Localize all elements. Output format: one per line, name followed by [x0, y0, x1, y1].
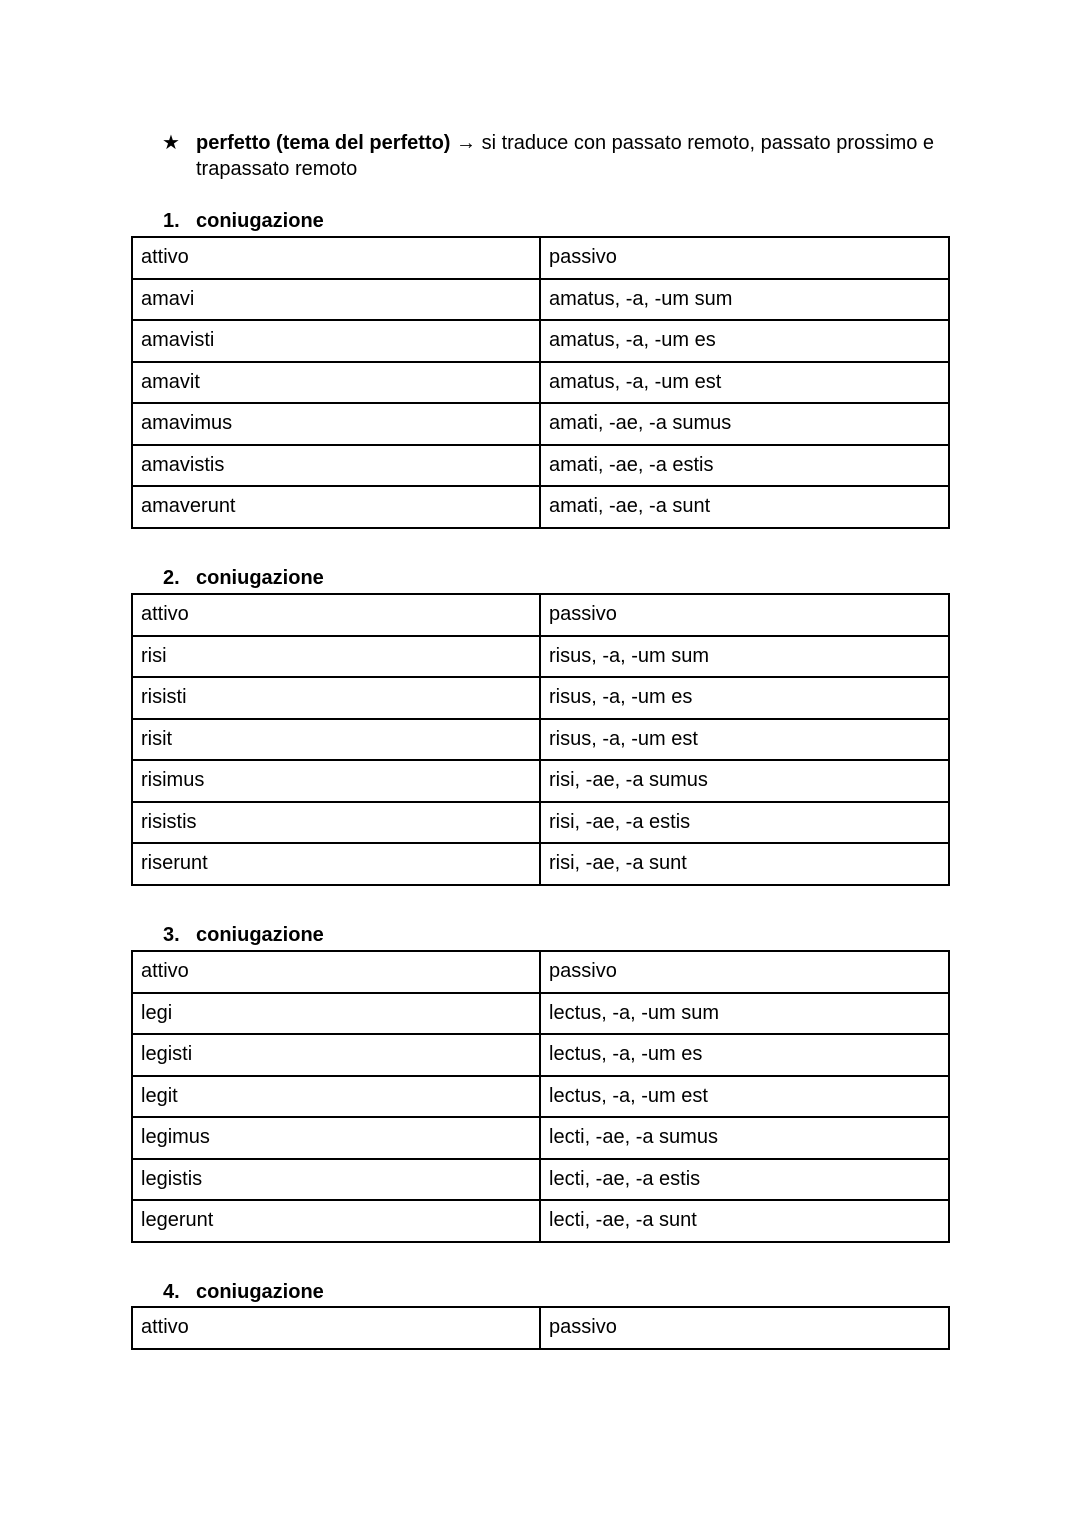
section-title-4: [163, 1280, 324, 1304]
cell-passive: amati, -ae, -a sunt: [540, 486, 949, 528]
cell-passive: lectus, -a, -um est: [540, 1076, 949, 1118]
header-cell-active: attivo: [132, 1307, 540, 1349]
cell-passive: amatus, -a, -um est: [540, 362, 949, 404]
table-row: [132, 636, 949, 678]
table-row: [132, 1159, 949, 1201]
cell-active: amavimus: [132, 403, 540, 445]
cell-passive: risus, -a, -um est: [540, 719, 949, 761]
table-row: [132, 279, 949, 321]
cell-passive: lecti, -ae, -a sumus: [540, 1117, 949, 1159]
table-row: [132, 993, 949, 1035]
cell-passive: amati, -ae, -a sumus: [540, 403, 949, 445]
header-cell-active: attivo: [132, 594, 540, 636]
section-title-3: [163, 923, 324, 947]
table-row: [132, 1034, 949, 1076]
table-header-row: [132, 237, 949, 279]
conjugation-table-2: [131, 593, 950, 886]
section-number: 1.: [163, 210, 180, 232]
table-header-row: [132, 951, 949, 993]
cell-active: amavi: [132, 279, 540, 321]
cell-passive: lecti, -ae, -a estis: [540, 1159, 949, 1201]
table-row: [132, 1200, 949, 1242]
intro-bullet: [162, 130, 952, 182]
cell-active: risit: [132, 719, 540, 761]
conjugation-table-4: [131, 1306, 950, 1350]
table-row: [132, 362, 949, 404]
cell-active: legisti: [132, 1034, 540, 1076]
cell-passive: amatus, -a, -um es: [540, 320, 949, 362]
header-cell-active: attivo: [132, 951, 540, 993]
cell-active: legi: [132, 993, 540, 1035]
intro-text: [196, 130, 952, 182]
table-row: [132, 802, 949, 844]
conjugation-table-1: [131, 236, 950, 529]
table-row: [132, 403, 949, 445]
section-label: coniugazione: [196, 210, 324, 232]
conjugation-table-3: [131, 950, 950, 1243]
section-number: 2.: [163, 567, 180, 589]
table-row: [132, 719, 949, 761]
section-label: coniugazione: [196, 924, 324, 946]
section-title-1: [163, 209, 324, 233]
section-title-2: [163, 566, 324, 590]
cell-active: risi: [132, 636, 540, 678]
table-row: [132, 486, 949, 528]
cell-active: amavisti: [132, 320, 540, 362]
section-label: coniugazione: [196, 567, 324, 589]
cell-active: legerunt: [132, 1200, 540, 1242]
cell-active: amavit: [132, 362, 540, 404]
cell-passive: risus, -a, -um sum: [540, 636, 949, 678]
section-number: 4.: [163, 1281, 180, 1303]
header-cell-passive: passivo: [540, 1307, 949, 1349]
cell-passive: amatus, -a, -um sum: [540, 279, 949, 321]
cell-passive: risi, -ae, -a sunt: [540, 843, 949, 885]
cell-active: riserunt: [132, 843, 540, 885]
intro-bold-term: perfetto (tema del perfetto): [196, 132, 451, 154]
cell-active: legimus: [132, 1117, 540, 1159]
table-row: [132, 445, 949, 487]
cell-active: amaverunt: [132, 486, 540, 528]
cell-active: risistis: [132, 802, 540, 844]
cell-passive: lectus, -a, -um es: [540, 1034, 949, 1076]
header-cell-passive: passivo: [540, 237, 949, 279]
table-row: [132, 1117, 949, 1159]
header-cell-passive: passivo: [540, 951, 949, 993]
cell-passive: risi, -ae, -a sumus: [540, 760, 949, 802]
section-label: coniugazione: [196, 1281, 324, 1303]
cell-passive: risi, -ae, -a estis: [540, 802, 949, 844]
cell-active: amavistis: [132, 445, 540, 487]
cell-passive: lecti, -ae, -a sunt: [540, 1200, 949, 1242]
cell-active: risimus: [132, 760, 540, 802]
table-header-row: [132, 1307, 949, 1349]
cell-passive: lectus, -a, -um sum: [540, 993, 949, 1035]
table-row: [132, 760, 949, 802]
cell-passive: risus, -a, -um es: [540, 677, 949, 719]
cell-active: legit: [132, 1076, 540, 1118]
table-header-row: [132, 594, 949, 636]
header-cell-passive: passivo: [540, 594, 949, 636]
intro-description: → si traduce con passato remoto, passato prossimo e trapassato remoto: [196, 132, 935, 180]
cell-active: legistis: [132, 1159, 540, 1201]
table-row: [132, 677, 949, 719]
table-row: [132, 843, 949, 885]
table-row: [132, 320, 949, 362]
cell-active: risisti: [132, 677, 540, 719]
header-cell-active: attivo: [132, 237, 540, 279]
section-number: 3.: [163, 924, 180, 946]
cell-passive: amati, -ae, -a estis: [540, 445, 949, 487]
star-bullet-icon: ★: [162, 132, 180, 154]
table-row: [132, 1076, 949, 1118]
